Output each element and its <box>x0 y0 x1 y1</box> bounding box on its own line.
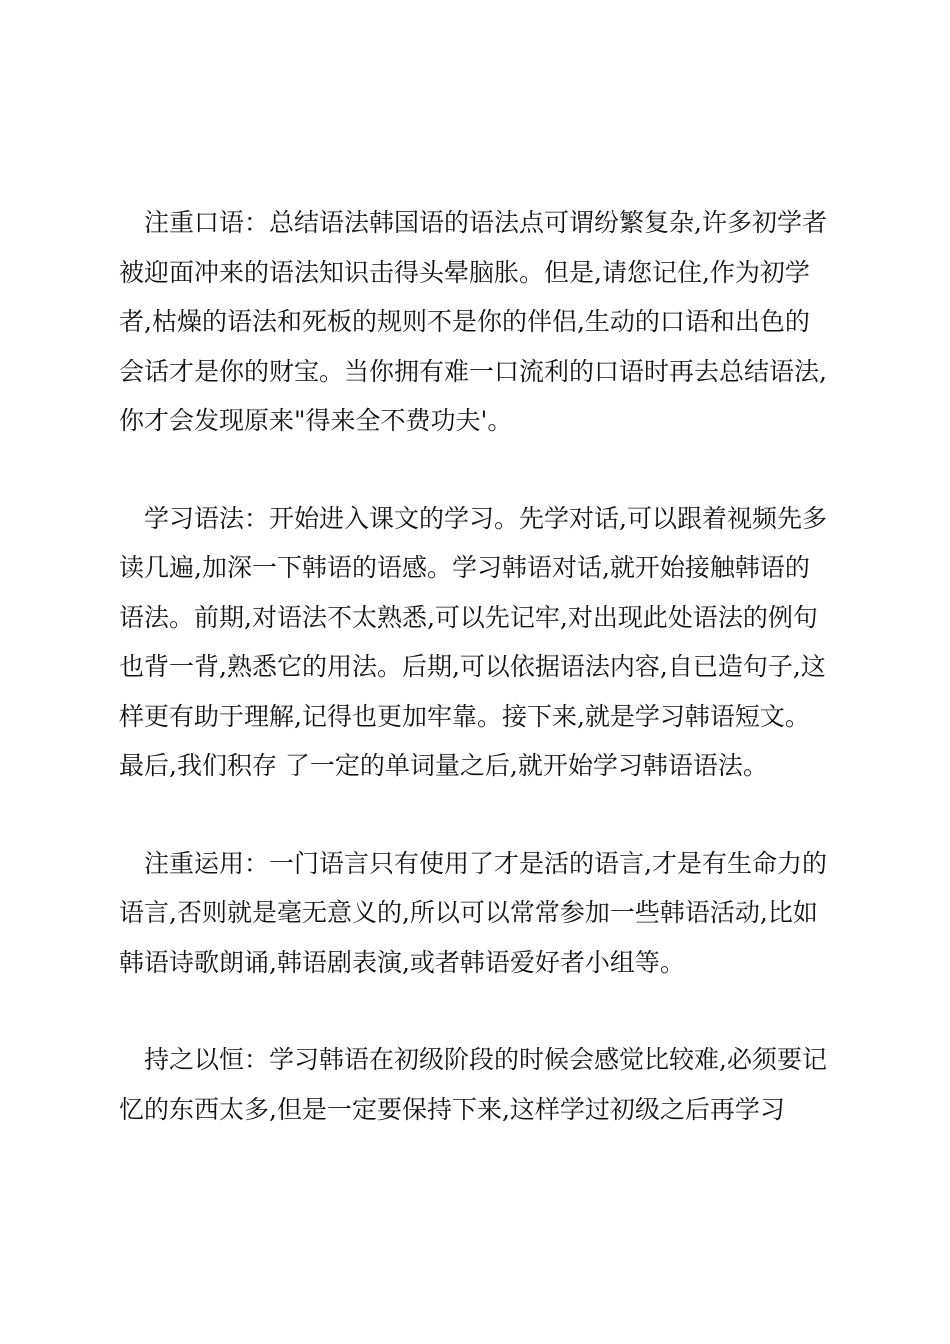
document-body <box>119 198 833 1134</box>
paragraph-learn-grammar: 学习语法：开始进入课文的学习。先学对话,可以跟着视频先多读几遍,加深一下韩语的语感。学习韩语对话,就开始接触韩语的语法。前期,对语法不太熟悉,可以先记牢,对出现此处语法的例句也背一背,熟悉它的用法。后期,可以依据语法内容,自已造句子,这样更有助于理解,记得也更加牢靠。接下来,就是学习韩语短文。最后,我们积存 了一定的单词量之后,就开始学习韩语语法。 <box>119 503 827 780</box>
paragraph-perseverance: 持之以恒：学习韩语在初级阶段的时候会感觉比较难,必须要记忆的东西太多,但是一定要保持下来,这样学过初级之后再学习 <box>119 1045 827 1124</box>
paragraph-spoken-language: 注重口语：总结语法韩国语的语法点可谓纷繁复杂,许多初学者被迎面冲来的语法知识击得头晕脑胀。但是,请您记住,作为初学者,枯燥的语法和死板的规则不是你的伴侣,生动的口语和出色的会话才是你的财宝。当你拥有难一口流利的口语时再去总结语法,你才会发现原来"得来全不费功夫'。 <box>119 208 827 435</box>
paragraph-practical-use: 注重运用：一门语言只有使用了才是活的语言,才是有生命力的语言,否则就是毫无意义的,所以可以常常参加一些韩语活动,比如韩语诗歌朗诵,韩语剧表演,或者韩语爱好者小组等。 <box>119 848 827 977</box>
